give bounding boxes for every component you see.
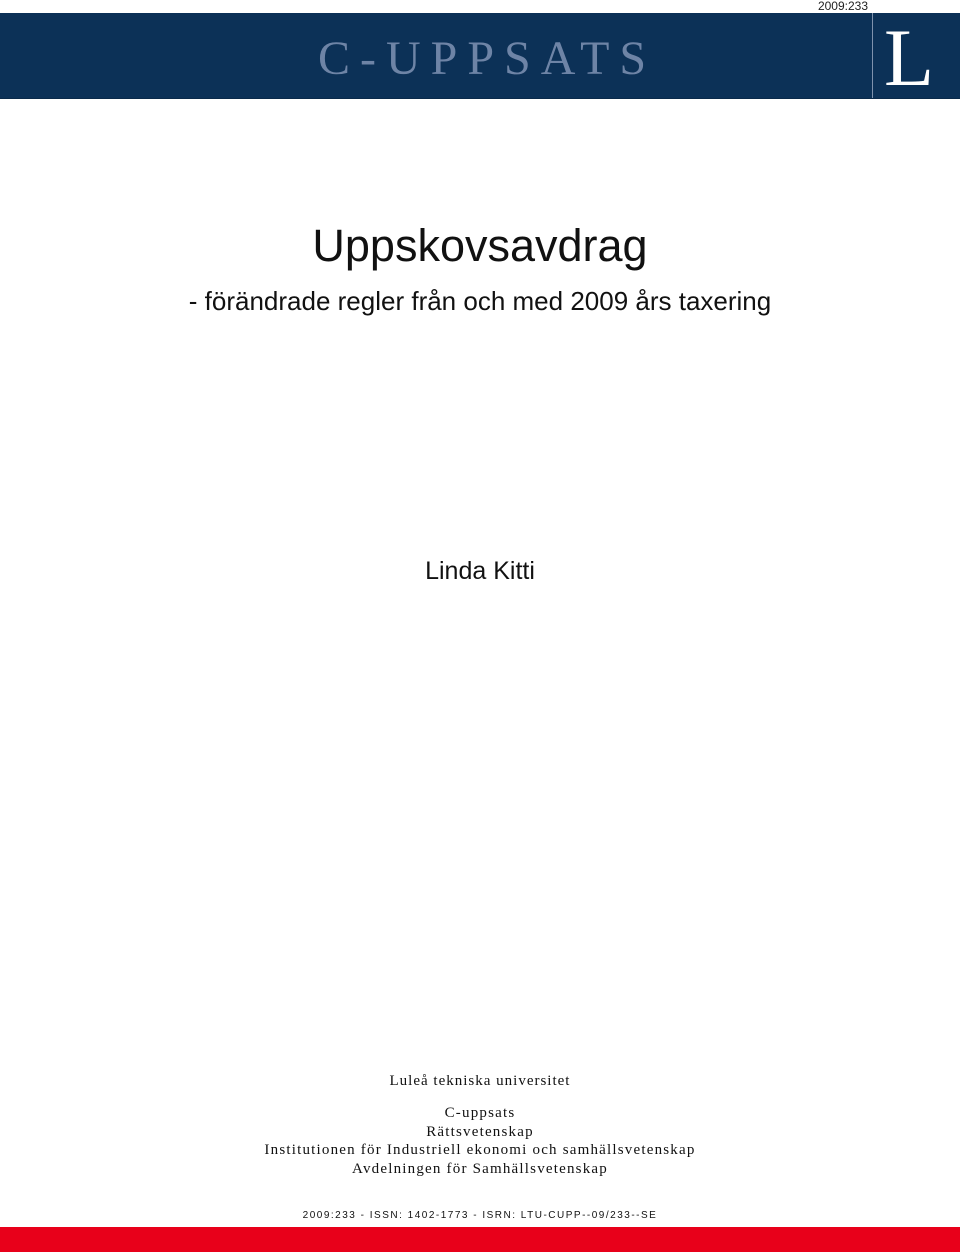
header-band [0,12,960,103]
author-name: Linda Kitti [425,557,535,585]
university-name: Luleå tekniska universitet [389,1073,571,1089]
institution-block [0,1072,960,1178]
university-logo: L [884,12,935,103]
bottom-stripe [0,1227,960,1252]
department: Institutionen för Industriell ekonomi och samhällsvetenskap [264,1142,696,1158]
report-number: 2009:233 [817,0,868,13]
footer-identifier: 2009:233 - ISSN: 1402-1773 - ISRN: LTU-CUPP--09/233--SE [302,1210,658,1221]
logo-divider [872,13,873,98]
subject: Rättsvetenskap [426,1123,534,1140]
institution-details [0,1104,960,1178]
series-title: C-UPPSATS [318,32,657,85]
document-title: Uppskovsavdrag [312,220,648,271]
thesis-type: C-uppsats [444,1105,516,1121]
division: Avdelningen för Samhällsvetenskap [352,1160,608,1177]
document-subtitle: - förändrade regler från och med 2009 års taxering [188,286,772,316]
